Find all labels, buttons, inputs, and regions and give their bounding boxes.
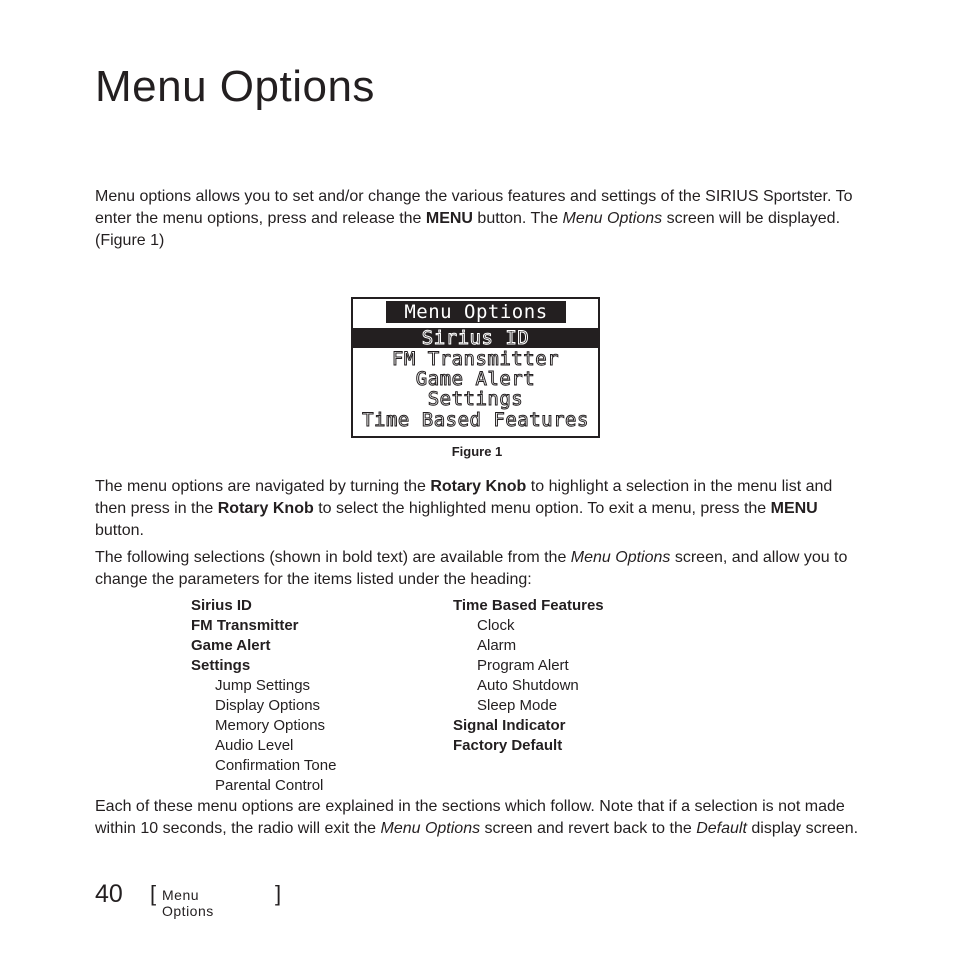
list-sub-item: Program Alert — [477, 657, 569, 674]
lcd-screen-title: Menu Options — [386, 301, 566, 323]
lcd-item-sirius-id: Sirius ID — [353, 328, 598, 348]
closing-paragraph: Each of these menu options are explained in the sections which follow. Note that if a selection is not made within 10 seconds, the radio will exit the Menu Options screen and revert back to the Default display screen. — [95, 798, 859, 837]
list-sub-item: Jump Settings — [215, 677, 311, 694]
footer-bracket-close: ] — [275, 881, 282, 906]
lcd-screen-figure — [351, 297, 600, 438]
menu-list-right — [453, 596, 604, 756]
list-sub-item: Alarm — [477, 637, 517, 654]
list-sub-item: Auto Shutdown — [477, 677, 579, 694]
list-item: FM Transmitter — [191, 617, 299, 634]
list-sub-item: Audio Level — [215, 737, 294, 754]
page-number: 40 — [95, 880, 123, 908]
list-sub-item: Display Options — [215, 697, 321, 714]
lcd-item-fm-transmitter: FM Transmitter — [391, 348, 560, 370]
list-item: Game Alert — [191, 637, 271, 654]
page-title: Menu Options — [95, 62, 375, 111]
lcd-item-game-alert: Game Alert — [415, 368, 536, 390]
intro-paragraph: Menu options allows you to set and/or change the various features and settings of the SIRIUS Sportster. To enter the menu options, press and release the MENU button. The Menu Options screen will be displayed. (Figure 1) — [95, 188, 853, 249]
lcd-item-time-based-features: Time Based Features — [362, 409, 589, 431]
list-item: Factory Default — [453, 737, 563, 754]
selections-paragraph: The following selections (shown in bold text) are available from the Menu Options screen, and allow you to change the parameters for the items listed under the heading: — [95, 549, 848, 588]
list-sub-item: Confirmation Tone — [215, 757, 337, 774]
lcd-item-settings: Settings — [427, 388, 524, 410]
menu-list-left — [191, 596, 336, 796]
footer-bracket-open: [ — [150, 881, 157, 906]
list-item: Sirius ID — [191, 597, 252, 614]
list-sub-item: Sleep Mode — [477, 697, 558, 714]
list-item: Signal Indicator — [453, 717, 566, 734]
figure-caption: Figure 1 — [451, 444, 503, 459]
navigation-paragraph: The menu options are navigated by turning the Rotary Knob to highlight a selection in the menu list and then press in the Rotary Knob to select the highlighted menu option. To exit a menu, press the MENU button. — [95, 478, 833, 539]
list-sub-item: Parental Control — [215, 777, 324, 794]
menu-options-ref: Menu Options — [562, 210, 663, 227]
list-item: Settings — [191, 657, 251, 674]
list-sub-item: Memory Options — [215, 717, 326, 734]
footer-section-label: Menu Options — [162, 887, 214, 919]
list-item: Time Based Features — [453, 597, 604, 614]
list-sub-item: Clock — [477, 617, 515, 634]
menu-button-ref: MENU — [425, 210, 473, 227]
